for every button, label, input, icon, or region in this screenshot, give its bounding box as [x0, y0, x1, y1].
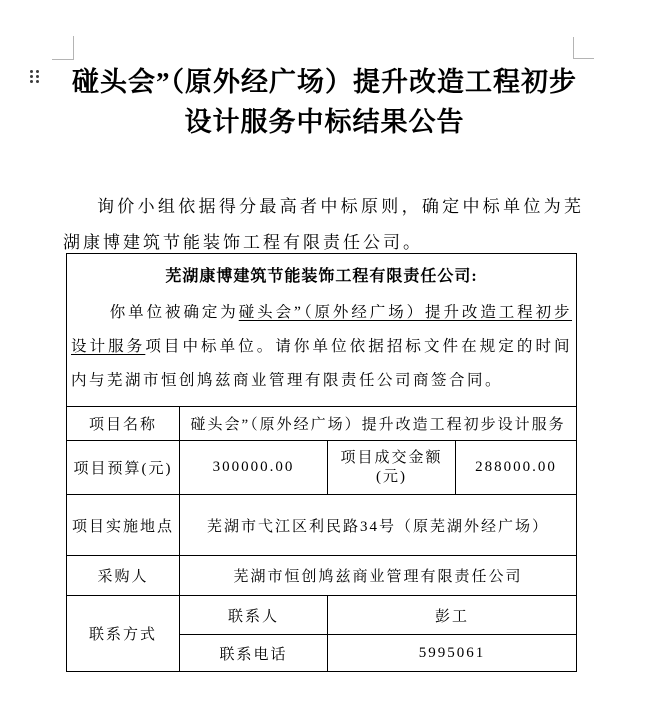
contact-phone-value: 5995061	[328, 635, 577, 672]
purchaser-value: 芜湖市恒创鸠兹商业管理有限责任公司	[180, 556, 577, 596]
deal-amount-label: 项目成交金额(元)	[328, 441, 456, 495]
notice-body-underlined: 碰头会”（原外经广场）提升改造工程初步设计服务	[71, 304, 573, 355]
document-title	[50, 62, 599, 142]
notice-body	[71, 296, 572, 398]
location-label: 项目实施地点	[67, 495, 180, 556]
notice-cell	[67, 254, 577, 407]
notice-body-prefix: 你单位被确定为	[109, 304, 239, 321]
drag-handle-icon[interactable]	[30, 70, 39, 83]
table-row	[67, 556, 577, 596]
table-row	[67, 407, 577, 441]
deal-amount-value: 288000.00	[456, 441, 577, 495]
contact-person-value: 彭工	[328, 596, 577, 635]
award-result-table	[66, 253, 577, 672]
table-row	[67, 254, 577, 407]
budget-label: 项目预算(元)	[67, 441, 180, 495]
intro-paragraph: 询价小组依据得分最高者中标原则，确定中标单位为芜湖康博建筑节能装饰工程有限责任公司。	[63, 197, 584, 252]
location-value: 芜湖市弋江区利民路34号（原芜湖外经广场）	[180, 495, 577, 556]
table-row	[67, 596, 577, 635]
contact-method-label: 联系方式	[67, 596, 180, 672]
contact-phone-label: 联系电话	[180, 635, 328, 672]
table-row	[67, 495, 577, 556]
page-corner-mark-top-left	[52, 36, 74, 60]
document-title-line1: 碰头会”（原外经广场）提升改造工程初步	[72, 67, 577, 97]
project-name-value: 碰头会”（原外经广场）提升改造工程初步设计服务	[180, 407, 577, 441]
budget-value: 300000.00	[180, 441, 328, 495]
table-row	[67, 441, 577, 495]
notice-body-suffix: 项目中标单位。请你单位依据招标文件在规定的时间内与芜湖市恒创鸠兹商业管理有限责任公司商签合同。	[71, 338, 573, 389]
document-title-line2: 设计服务中标结果公告	[184, 107, 465, 137]
contact-person-label: 联系人	[180, 596, 328, 635]
purchaser-label: 采购人	[67, 556, 180, 596]
project-name-label: 项目名称	[67, 407, 180, 441]
page-corner-mark-top-right	[573, 37, 594, 59]
notice-salutation: 芜湖康博建筑节能装饰工程有限责任公司:	[165, 268, 478, 285]
